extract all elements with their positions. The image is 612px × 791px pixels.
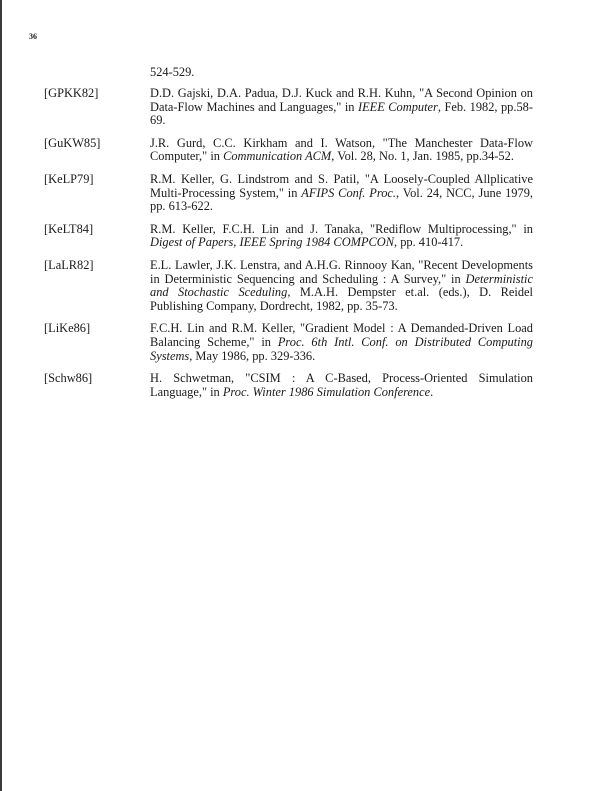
reference-citation bbox=[150, 173, 533, 214]
citation-source-title: Communication ACM bbox=[223, 149, 332, 164]
reference-entry bbox=[44, 137, 534, 164]
reference-entry bbox=[44, 322, 534, 363]
citation-source-title: IEEE Computer bbox=[357, 99, 438, 114]
continuation-text: 524-529. bbox=[150, 65, 195, 79]
citation-source-title: Proc. 6th Intl. Conf. on Distributed Computing Systems bbox=[150, 334, 533, 363]
citation-source-title: Proc. Winter 1986 Simulation Conference bbox=[222, 384, 431, 399]
reference-citation bbox=[150, 259, 533, 313]
citation-text: E.L. Lawler, J.K. Lenstra, and A.H.G. Rinnooy Kan, "Recent Developments in Deterministic Sequencing and Scheduling : A Survey," in bbox=[150, 257, 533, 286]
reference-citation bbox=[150, 372, 533, 399]
reference-entry bbox=[44, 259, 534, 313]
citation-text: F.C.H. Lin and R.M. Keller, "Gradient Model : A Demanded-Driven Load Balancing Scheme," in bbox=[150, 321, 533, 349]
reference-entry bbox=[44, 87, 534, 128]
citation-text: R.M. Keller, G. Lindstrom and S. Patil, "A Loosely-Coupled Allplicative Multi-Processing System," in bbox=[150, 171, 533, 200]
reference-key: [GuKW85] bbox=[44, 135, 101, 150]
reference-citation bbox=[150, 87, 533, 128]
citation-text: , May 1986, pp. 329-336. bbox=[189, 348, 316, 363]
reference-key: [LiKe86] bbox=[44, 321, 91, 336]
citation-source-title: Deterministic and Stochastic Sceduling bbox=[150, 271, 533, 300]
citation-text: , M.A.H. Dempster et.al. (eds.), D. Reidel Publishing Company, Dordrecht, 1982, pp. 35-73. bbox=[150, 285, 533, 313]
reference-citation bbox=[150, 322, 533, 363]
reference-key: [GPKK82] bbox=[44, 86, 99, 100]
reference-key: [LaLR82] bbox=[44, 257, 94, 272]
reference-list bbox=[44, 87, 534, 408]
citation-text: , Vol. 28, No. 1, Jan. 1985, pp.34-52. bbox=[331, 149, 514, 164]
citation-text: , Feb. 1982, pp.58-69. bbox=[150, 99, 533, 128]
citation-text: . bbox=[430, 384, 434, 399]
reference-entry bbox=[44, 173, 534, 214]
reference-key: [Schw86] bbox=[44, 371, 93, 386]
page-number: 36 bbox=[29, 32, 37, 41]
citation-text: D.D. Gajski, D.A. Padua, D.J. Kuck and R.H. Kuhn, "A Second Opinion on Data-Flow Machines and Languages," in bbox=[150, 86, 533, 114]
reference-entry bbox=[44, 223, 534, 250]
reference-entry bbox=[44, 372, 534, 399]
citation-text: , pp. 410-417. bbox=[394, 235, 464, 250]
citation-source-title: Digest of Papers, IEEE Spring 1984 COMPCON bbox=[150, 235, 395, 250]
citation-text: , Vol. 24, NCC, June 1979, pp. 613-622. bbox=[150, 185, 533, 214]
citation-source-title: AFIPS Conf. Proc. bbox=[301, 185, 396, 200]
citation-text: R.M. Keller, F.C.H. Lin and J. Tanaka, "Rediflow Multiprocessing," in bbox=[150, 221, 533, 236]
reference-key: [KeLT84] bbox=[44, 221, 94, 236]
page-edge-shadow bbox=[0, 0, 2, 791]
reference-citation bbox=[150, 223, 533, 250]
reference-citation bbox=[150, 137, 533, 164]
citation-text: J.R. Gurd, C.C. Kirkham and I. Watson, "The Manchester Data-Flow Computer," in bbox=[150, 135, 533, 164]
citation-text: H. Schwetman, "CSIM : A C-Based, Process-Oriented Simulation Language," in bbox=[150, 371, 533, 399]
reference-key: [KeLP79] bbox=[44, 171, 94, 186]
